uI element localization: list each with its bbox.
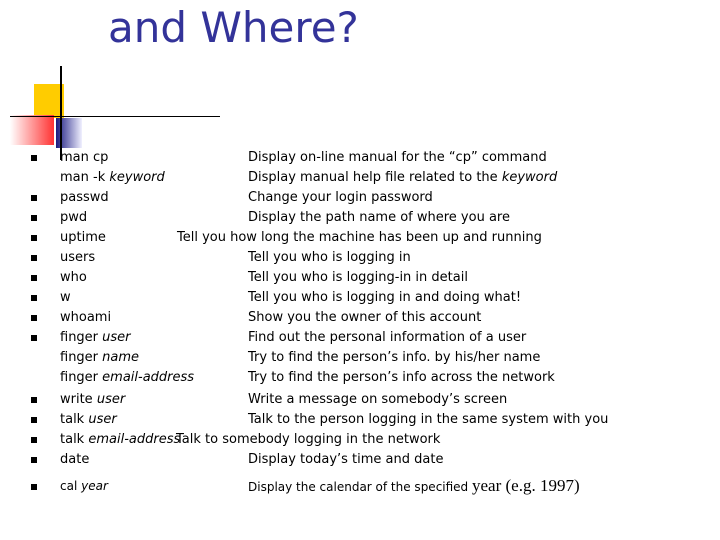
- command-name: man cp: [60, 150, 109, 165]
- command-argument: year: [81, 479, 108, 493]
- command-row: [0, 328, 720, 348]
- bullet-icon: [31, 255, 37, 261]
- command-argument: name: [102, 350, 140, 365]
- bullet-icon: [31, 437, 37, 443]
- command-name: finger: [60, 350, 103, 365]
- command-text: [60, 430, 180, 450]
- command-argument: user: [96, 392, 126, 407]
- description-text: Display the path name of where you are: [248, 210, 510, 225]
- description-text: Display manual help file related to the: [248, 170, 502, 185]
- command-row: [0, 430, 720, 450]
- command-argument: keyword: [109, 170, 165, 185]
- description-text: Talk to somebody logging in the network: [176, 432, 441, 447]
- description-text: Tell you how long the machine has been up and running: [177, 230, 542, 245]
- command-text: [60, 410, 117, 430]
- description-text: Show you the owner of this account: [248, 310, 482, 325]
- command-text: [60, 450, 89, 470]
- command-name: cal: [60, 479, 82, 493]
- command-name: write: [60, 392, 97, 407]
- command-text: [60, 476, 108, 496]
- command-argument: email-address: [102, 370, 195, 385]
- command-name: talk: [60, 432, 89, 447]
- command-name: date: [60, 452, 90, 467]
- command-argument: email-address: [88, 432, 181, 447]
- command-name: users: [60, 250, 96, 265]
- bullet-icon: [31, 417, 37, 423]
- description-text: Tell you who is logging in and doing what!: [248, 290, 522, 305]
- bullet-icon: [31, 397, 37, 403]
- command-row: [0, 288, 720, 308]
- description-text: Tell you who is logging-in in detail: [248, 270, 468, 285]
- command-row: [0, 228, 720, 248]
- command-name: talk: [60, 412, 89, 427]
- command-description: [248, 390, 507, 410]
- bullet-icon: [31, 195, 37, 201]
- command-row: [0, 410, 720, 430]
- command-row: [0, 268, 720, 288]
- command-row: [0, 450, 720, 470]
- description-text: Display today’s time and date: [248, 452, 444, 467]
- command-description: [248, 476, 580, 497]
- bullet-icon: [31, 215, 37, 221]
- command-description: [248, 188, 433, 208]
- command-description: [176, 430, 440, 450]
- description-text: Find out the personal information of a user: [248, 330, 527, 345]
- description-example: year (e.g. 1997): [472, 476, 580, 495]
- bullet-icon: [31, 315, 37, 321]
- command-argument: user: [88, 412, 117, 427]
- command-row: [0, 188, 720, 208]
- command-description: [248, 268, 468, 288]
- command-row: [0, 390, 720, 410]
- command-text: [60, 208, 87, 228]
- command-row: [0, 208, 720, 228]
- command-text: [60, 148, 108, 168]
- command-name: pwd: [60, 210, 88, 225]
- command-row: [0, 308, 720, 328]
- command-row-cal: [0, 476, 720, 498]
- bullet-icon: [31, 235, 37, 241]
- command-name: finger: [60, 330, 103, 345]
- description-text: Tell you who is logging in: [248, 250, 411, 265]
- command-row: [0, 248, 720, 268]
- description-text: Display the calendar of the specified: [248, 480, 472, 494]
- bullet-icon: [31, 295, 37, 301]
- command-description: [248, 450, 443, 470]
- command-text: [60, 268, 87, 288]
- command-text: [60, 228, 106, 248]
- command-text: [60, 168, 165, 188]
- description-text: Talk to the person logging in the same system with you: [248, 412, 609, 427]
- command-text: [60, 368, 194, 388]
- description-text: Display on-line manual for the “cp” command: [248, 150, 547, 165]
- command-name: uptime: [60, 230, 106, 245]
- command-text: [60, 248, 95, 268]
- slide-title: and Where?: [108, 3, 359, 52]
- command-argument: user: [102, 330, 131, 345]
- command-name: passwd: [60, 190, 109, 205]
- command-text: [60, 188, 109, 208]
- bullet-icon: [31, 484, 37, 490]
- command-text: [60, 328, 131, 348]
- command-description: [248, 410, 608, 430]
- bullet-icon: [31, 155, 37, 161]
- description-text: Change your login password: [248, 190, 433, 205]
- command-description: [248, 208, 510, 228]
- command-description: [248, 368, 555, 388]
- command-row: [0, 168, 720, 188]
- command-name: finger: [60, 370, 103, 385]
- command-description: [248, 248, 411, 268]
- command-name: w: [60, 290, 71, 305]
- command-description: [248, 288, 521, 308]
- description-text: Try to find the person’s info. by his/her name: [248, 350, 541, 365]
- command-description: [248, 308, 481, 328]
- command-name: whoami: [60, 310, 112, 325]
- command-description: [248, 168, 557, 188]
- description-text: Try to find the person’s info across the network: [248, 370, 555, 385]
- command-text: [60, 288, 71, 308]
- command-row: [0, 348, 720, 368]
- command-description: [177, 228, 542, 248]
- command-text: [60, 308, 111, 328]
- command-text: [60, 390, 125, 410]
- command-description: [248, 348, 540, 368]
- command-row: [0, 368, 720, 388]
- bullet-icon: [31, 335, 37, 341]
- command-description: [248, 148, 547, 168]
- description-text: Write a message on somebody’s screen: [248, 392, 508, 407]
- bullet-icon: [31, 275, 37, 281]
- description-argument: keyword: [501, 170, 558, 185]
- command-name: who: [60, 270, 87, 285]
- bullet-icon: [31, 457, 37, 463]
- command-row: [0, 148, 720, 168]
- command-description: [248, 328, 526, 348]
- command-text: [60, 348, 139, 368]
- command-name: man -k: [60, 170, 110, 185]
